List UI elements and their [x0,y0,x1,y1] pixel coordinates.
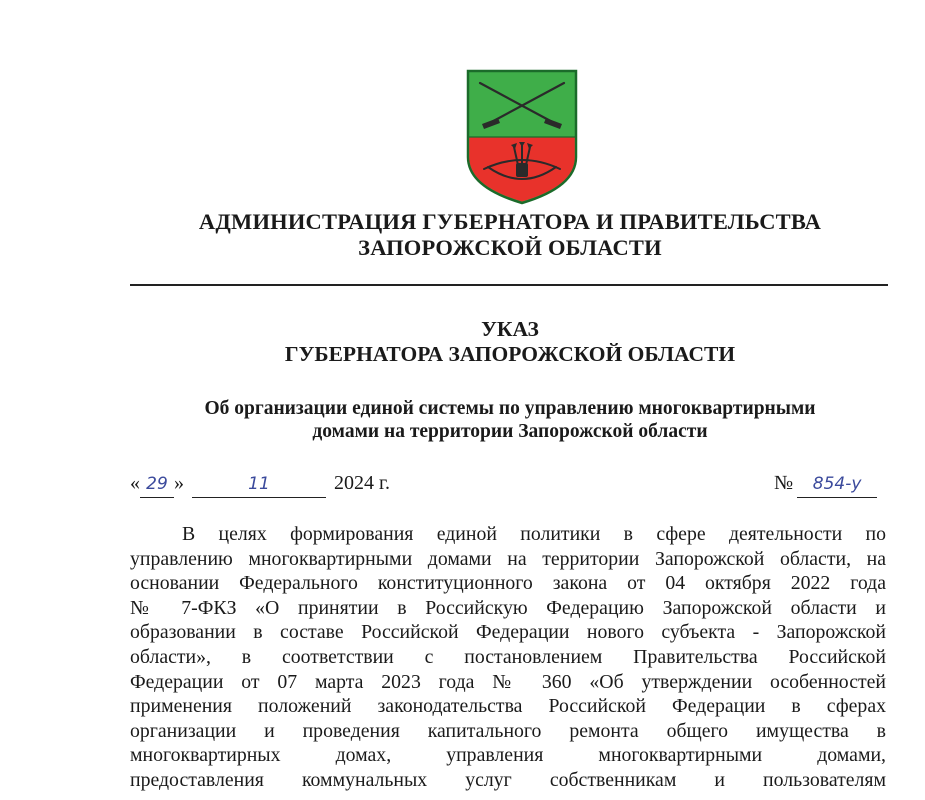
date-close-quote: » [174,472,184,494]
organization-title-line-2: ЗАПОРОЖСКОЙ ОБЛАСТИ [358,235,662,260]
coat-of-arms-emblem [466,69,578,205]
body-line: образовании в составе Российской Федерации нового субъекта - Запорожской [130,621,886,644]
body-line: основании Федерального конституционного закона от 04 октября 2022 года [130,572,886,595]
header-divider [130,284,888,286]
document-number [774,470,877,498]
date-month-handwritten: 11 [192,471,326,498]
document-date [130,470,390,498]
body-line: № 7-ФКЗ «О принятии в Российскую Федерацию Запорожской области и [130,596,886,619]
body-line: многоквартирных домах, управления многоквартирными домами, [130,744,886,767]
body-line: В целях формирования единой политики в сфере деятельности по [182,523,886,545]
organization-title-line-1: АДМИНИСТРАЦИЯ ГУБЕРНАТОРА И ПРАВИТЕЛЬСТВА [198,209,822,234]
document-issuer-title: ГУБЕРНАТОРА ЗАПОРОЖСКОЙ ОБЛАСТИ [284,342,736,366]
body-line: организации и проведения капитального ремонта общего имущества в [130,719,886,742]
number-value-handwritten: 854-у [797,471,877,498]
body-line: области», в соответствии с постановлением Правительства Российской [130,645,886,668]
date-year: 2024 г. [334,472,390,494]
body-line: предоставления коммунальных услуг собственникам и пользователям [130,768,886,791]
document-subject-line-1: Об организации единой системы по управлению многоквартирными [204,398,816,419]
date-day-handwritten: 29 [140,471,174,498]
body-line: Федерации от 07 марта 2023 года № 360 «Об утверждении особенностей [130,670,886,693]
date-open-quote: « [130,472,140,494]
body-line: управлению многоквартирными домами на территории Запорожской области, на [130,547,886,570]
body-line: применения положений законодательства Российской Федерации в сферах [130,695,886,718]
document-subject-line-2: домами на территории Запорожской области [312,421,708,442]
document-type-title: УКАЗ [481,317,539,341]
number-prefix: № [774,472,794,494]
document-body [130,522,886,793]
